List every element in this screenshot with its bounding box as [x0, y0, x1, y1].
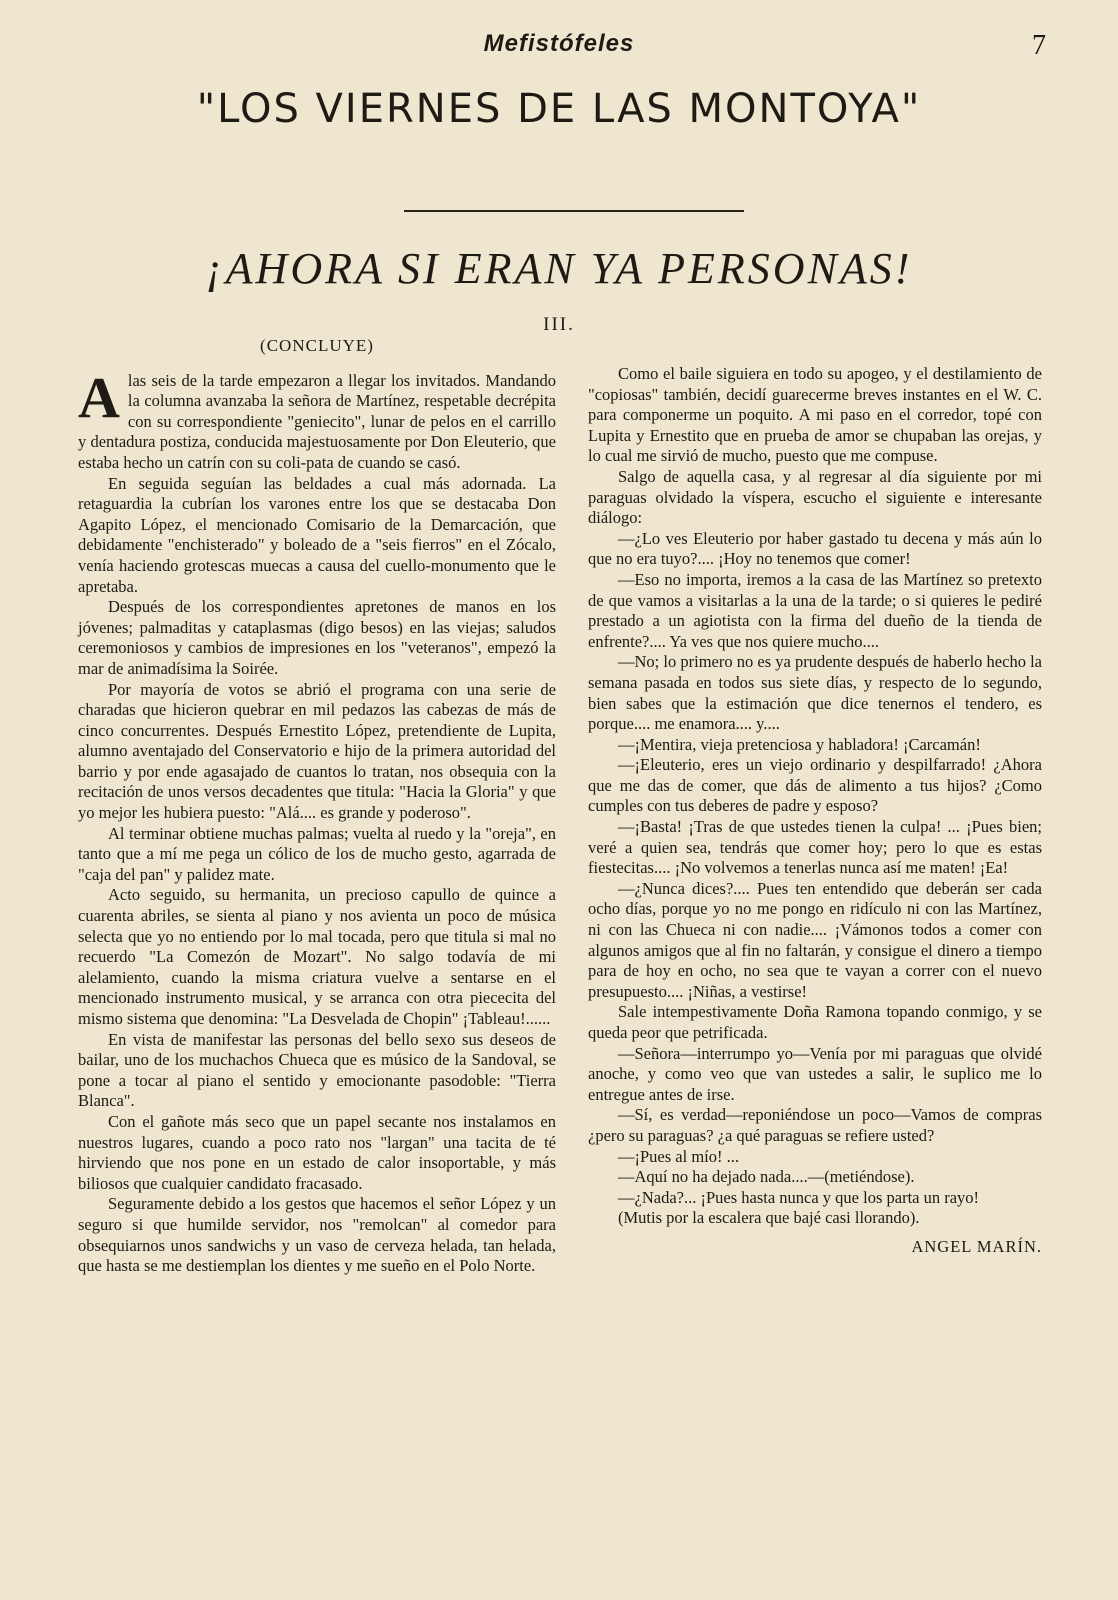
dialogue-line: —¿Nunca dices?.... Pues ten entendido que deberán ser cada ocho días, porque yo no me pongo en ridículo ni con las Martínez, ni con las Chueca ni con nadie.... ¡Vámonos todos a comer con algunos amigos que al fin no faltarán, y consigue el dinero a tiempo para de hoy en ocho, no sea que te vayan a correr con el nuevo presupuesto.... ¡Niñas, a vestirse!	[588, 878, 1042, 1001]
page-number: 7	[1032, 30, 1046, 61]
section-number: III.	[543, 314, 575, 335]
paragraph: Después de los correspondientes apretones de manos en los jóvenes; palmaditas y cataplasmas (digo besos) en las viejas; saludos ceremoniosos y cambios de impresiones en los "veteranos", empezó la mar de animadísima la Soirée.	[78, 597, 556, 678]
paragraph: Sale intempestivamente Doña Ramona topando conmigo, y se queda peor que petrificada.	[588, 1002, 1042, 1042]
dialogue-line: —Aquí no ha dejado nada....—(metiéndose).	[618, 1167, 915, 1187]
paragraph: Salgo de aquella casa, y al regresar al día siguiente por mi paraguas olvidado la víspera, escucho el siguiente e interesante diálogo:	[588, 466, 1042, 528]
paragraph: Por mayoría de votos se abrió el programa con una serie de charadas que hicieron quebrar en mil pedazos las cabezas de más de cinco concurrentes. Después Ernestito López, pretendiente de Lupita, alumno aventajado del Conservatorio e hijo de la primera autoridad del barrio y por ende agasajado de cuantos lo tratan, nos obsequia con la recitación de unos versos decadentes que titula: "Hacia la Gloria" y que yo mejor les hubiera puesto: "Alá.... es grande y poderoso".	[78, 679, 556, 823]
dialogue-line: —¿Lo ves Eleuterio por haber gastado tu decena y más aún lo que no era tuyo?.... ¡Hoy no tenemos que comer!	[588, 528, 1042, 569]
article-title: "LOS VIERNES DE LAS MONTOYA"	[196, 86, 922, 132]
dialogue-line: —Sí, es verdad—reponiéndose un poco—Vamos de compras ¿pero su paraguas? ¿a qué paraguas se refiere usted?	[588, 1105, 1042, 1145]
paragraph-rest: las seis de la tarde empezaron a llegar los invitados. Mandando la columna avanzaba la señora de Martínez, respetable decrépita con su correspondiente "geniecito", lunar de pelos en el carrillo y dentadura postiza, conducida majestuosamente por Don Eleuterio, que estaba hecho un catrín con su coli-pata de cuando se casó.	[78, 370, 556, 472]
dialogue-line: —Eso no importa, iremos a la casa de las Martínez so pretexto de que vamos a visitarlas a la una de la tarde; o si quieres le pediré prestado a un agiotista con la firma del dueño de la tienda de enfrente?.... Ya ves que nos quiere mucho....	[588, 569, 1042, 651]
stage-direction: (Mutis por la escalera que bajé casi llorando).	[618, 1208, 920, 1228]
paragraph: Seguramente debido a los gestos que hacemos el señor López y un seguro si que humilde servidor, nos "remolcan" al comedor para obsequiarnos unos sandwichs y un vaso de cerveza helada, tan helada, que hasta se me destiemplan los dientes y me sueño en el Polo Norte.	[78, 1194, 556, 1276]
title-divider	[404, 210, 744, 212]
paragraph: Al terminar obtiene muchas palmas; vuelta al ruedo y la "oreja", en tanto que a mí me pega un cólico de los de mucho gesto, agarrada de "caja del pan" y palidez mate.	[78, 823, 556, 884]
paragraph: Como el baile siguiera en todo su apogeo, y el destilamiento de "copiosas" también, decidí guarecerme breves instantes en el W. C. para componerme un poquito. A mi paso en el corredor, topé con Lupita y Ernestito que en prueba de amor se chupaban las orejas, y lo cual me sirvió de mucho, puesto que me compuse.	[588, 364, 1042, 466]
dialogue-line: —Señora—interrumpo yo—Venía por mi paraguas que olvidé anoche, y como veo que van ustedes a salir, le suplico me lo entregue antes de irse.	[588, 1043, 1042, 1104]
paragraph-text	[78, 364, 556, 472]
paragraph: Acto seguido, su hermanita, un precioso capullo de quince a cuarenta abriles, se sienta al piano y nos avienta un poco de música selecta que yo no entiendo por lo mal tocada, pero que titula si mal no recuerdo "La Comezón de Mozart". No salgo todavía de mi alelamiento, cuando la misma criatura vuelve a sentarse en el mencionado instrumento musical, y se arranca con otra piececita del mismo sistema que denomina: "La Desvelada de Chopin" ¡Tableau!......	[78, 885, 556, 1028]
dialogue-line: —¡Basta! ¡Tras de que ustedes tienen la culpa! ... ¡Pues bien; veré a quien sea, tendrás que comer hoy; pero lo que es estas fiestecitas.... ¡No volvemos a tenerlas nunca así me maten! ¡Ea!	[588, 817, 1042, 878]
conclusion-note: (CONCLUYE)	[260, 336, 374, 355]
dialogue-line: —No; lo primero no es ya prudente después de haberlo hecho la semana pasada en todos sus siete días, y respecto de lo segundo, bien sabes que la estimación que dice tenernos el tendero, es porque.... me enamora.... y....	[588, 652, 1042, 734]
dialogue-line: —¿Nada?... ¡Pues hasta nunca y que los parta un rayo!	[618, 1187, 980, 1207]
right-column	[588, 364, 1042, 1258]
paragraph	[78, 364, 556, 474]
dialogue-line: —¡Pues al mío! ...	[618, 1146, 739, 1166]
author-signature: ANGEL MARÍN.	[911, 1236, 1042, 1256]
article-subtitle: ¡AHORA SI ERAN YA PERSONAS!	[205, 244, 913, 293]
paragraph: Con el gañote más seco que un papel secante nos instalamos en nuestros lugares, cuando a poco rato nos "largan" una tacita de té hirviendo que nos pone en un estado de calor insoportable, y más biliosos que cualquier candidato fracasado.	[78, 1111, 556, 1193]
paragraph: En seguida seguían las beldades a cual más adornada. La retaguardia la cubrían los varones entre los que se destacaba Don Agapito López, el mencionado Comisario de la Demarcación, que debidamente "enchisterado" y boleado de a "seis fierros" en el Zócalo, venía haciendo grotescas muecas a causa del cuello-monumento que le apretaba.	[78, 473, 556, 596]
left-column	[78, 336, 556, 1277]
magazine-name: Mefistófeles	[483, 30, 635, 57]
paragraph: En vista de manifestar las personas del bello sexo sus deseos de bailar, uno de los muchachos Chueca que es músico de la Sandoval, se pone a tocar al piano el sentido y emocionante pasodoble: "Tierra Blanca".	[78, 1029, 556, 1111]
drop-cap: A	[78, 364, 120, 430]
dialogue-line: —¡Eleuterio, eres un viejo ordinario y despilfarrado! ¿Ahora que me das de comer, que dás de alimento a tus hijos? ¿Como cumples con tus deberes de padre y esposo?	[588, 755, 1042, 816]
dialogue-line: —¡Mentira, vieja pretenciosa y habladora! ¡Carcamán!	[618, 734, 981, 754]
